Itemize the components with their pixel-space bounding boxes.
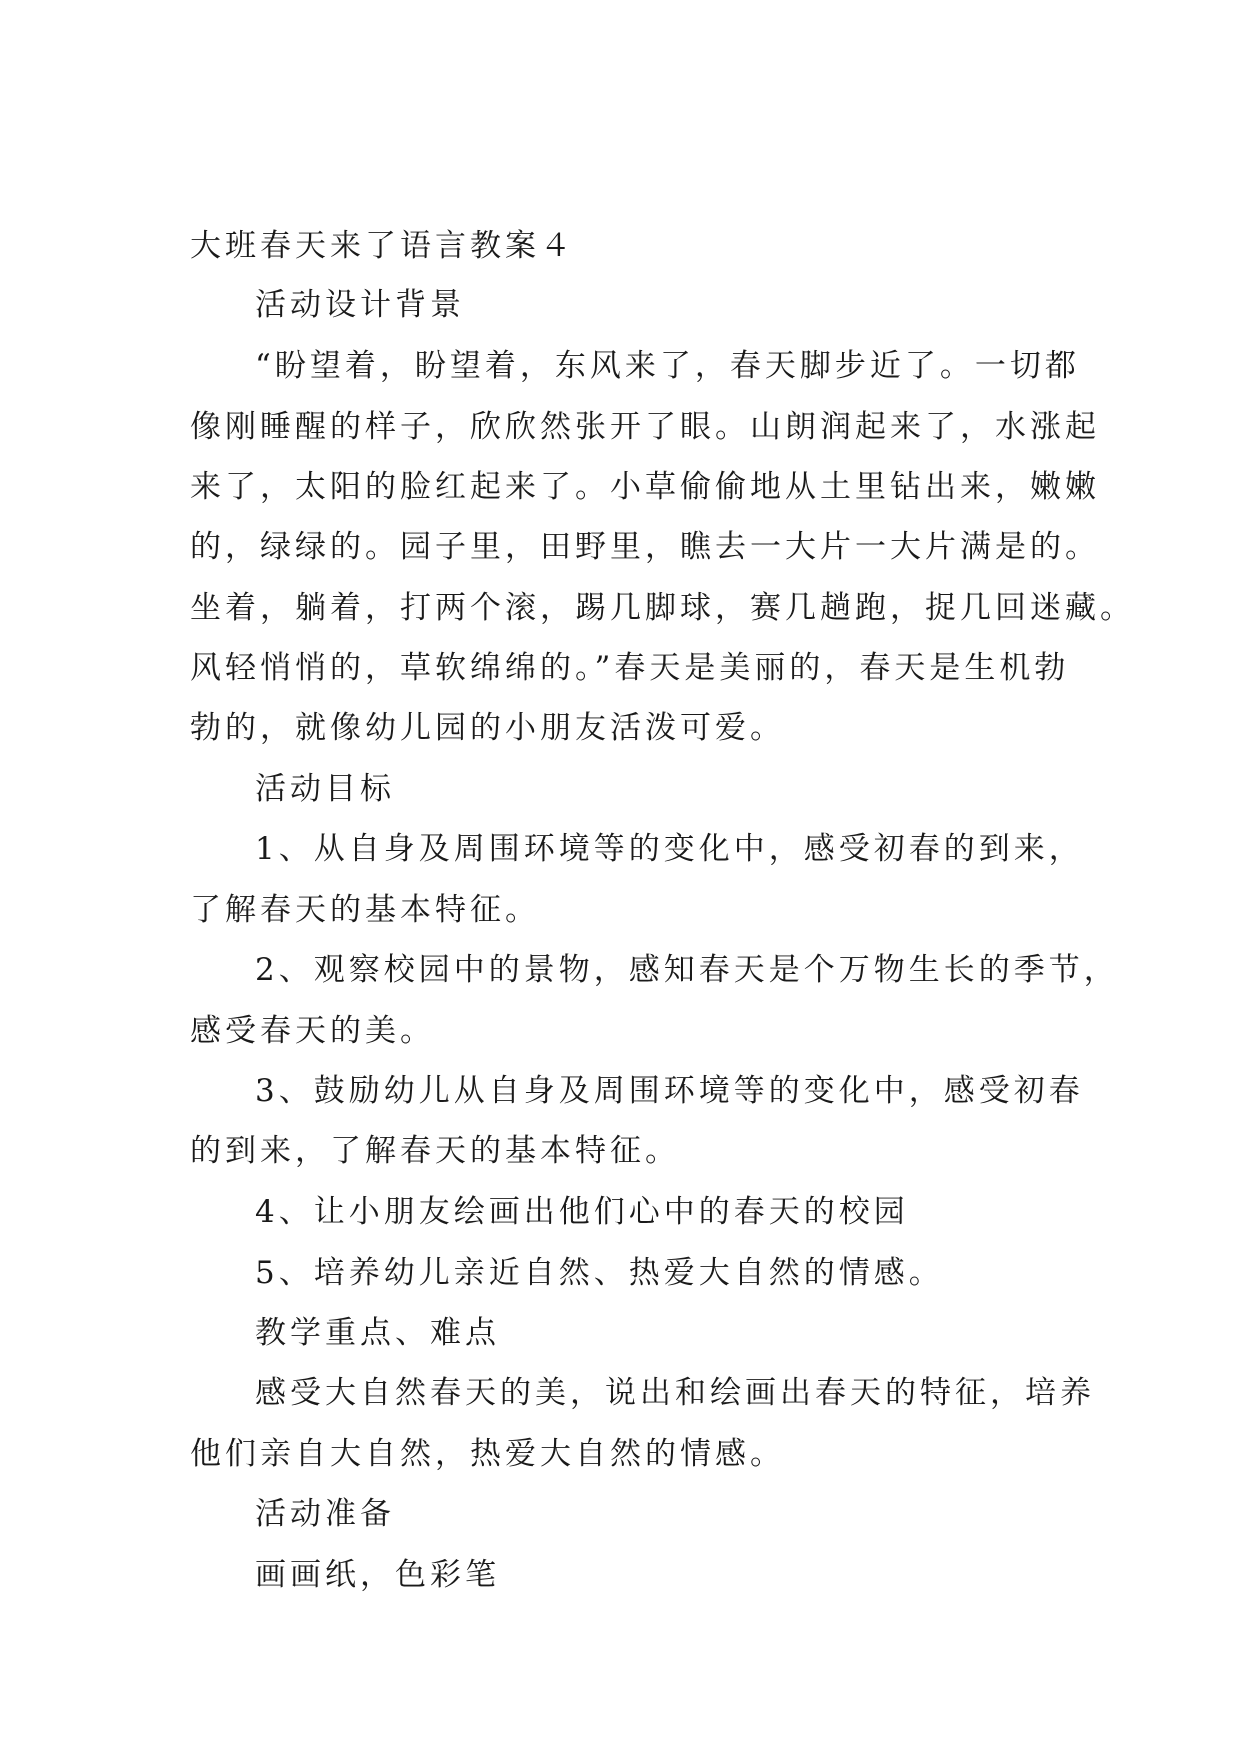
goal-item: 2、观察校园中的景物，感知春天是个万物生长的季节， xyxy=(255,952,1119,988)
goal-item-continued: 感受春天的美。 xyxy=(190,1013,435,1049)
goal-item-continued: 了解春天的基本特征。 xyxy=(190,892,540,928)
paragraph-line: 感受大自然春天的美，说出和绘画出春天的特征，培养 xyxy=(255,1375,1095,1411)
paragraph-line: 的，绿绿的。园子里，田野里，瞧去一大片一大片满是的。 xyxy=(190,529,1100,565)
goal-item: 3、鼓励幼儿从自身及周围环境等的变化中，感受初春 xyxy=(255,1073,1084,1109)
goal-item: 1、从自身及周围环境等的变化中，感受初春的到来， xyxy=(255,831,1084,867)
paragraph-line: 风轻悄悄的，草软绵绵的。”春天是美丽的，春天是生机勃 xyxy=(190,650,1070,686)
heading-goals: 活动目标 xyxy=(255,771,395,807)
paragraph-line: 像刚睡醒的样子，欣欣然张开了眼。山朗润起来了，水涨起 xyxy=(190,409,1100,445)
paragraph-line: “盼望着，盼望着，东风来了，春天脚步近了。一切都 xyxy=(255,348,1080,384)
paragraph-line: 他们亲自大自然，热爱大自然的情感。 xyxy=(190,1436,785,1472)
heading-key-points: 教学重点、难点 xyxy=(255,1315,500,1351)
heading-background: 活动设计背景 xyxy=(255,287,465,323)
goal-item: 4、让小朋友绘画出他们心中的春天的校园 xyxy=(255,1194,909,1230)
paragraph-line: 画画纸，色彩笔 xyxy=(255,1557,500,1593)
document-title: 大班春天来了语言教案４ xyxy=(190,228,575,264)
goal-item-continued: 的到来，了解春天的基本特征。 xyxy=(190,1133,680,1169)
paragraph-line: 来了，太阳的脸红起来了。小草偷偷地从土里钻出来，嫩嫩 xyxy=(190,469,1100,505)
paragraph-line: 勃的，就像幼儿园的小朋友活泼可爱。 xyxy=(190,710,785,746)
goal-item: 5、培养幼儿亲近自然、热爱大自然的情感。 xyxy=(255,1255,944,1291)
paragraph-line: 坐着，躺着，打两个滚，踢几脚球，赛几趟跑，捉几回迷藏。 xyxy=(190,590,1135,626)
heading-preparation: 活动准备 xyxy=(255,1496,395,1532)
